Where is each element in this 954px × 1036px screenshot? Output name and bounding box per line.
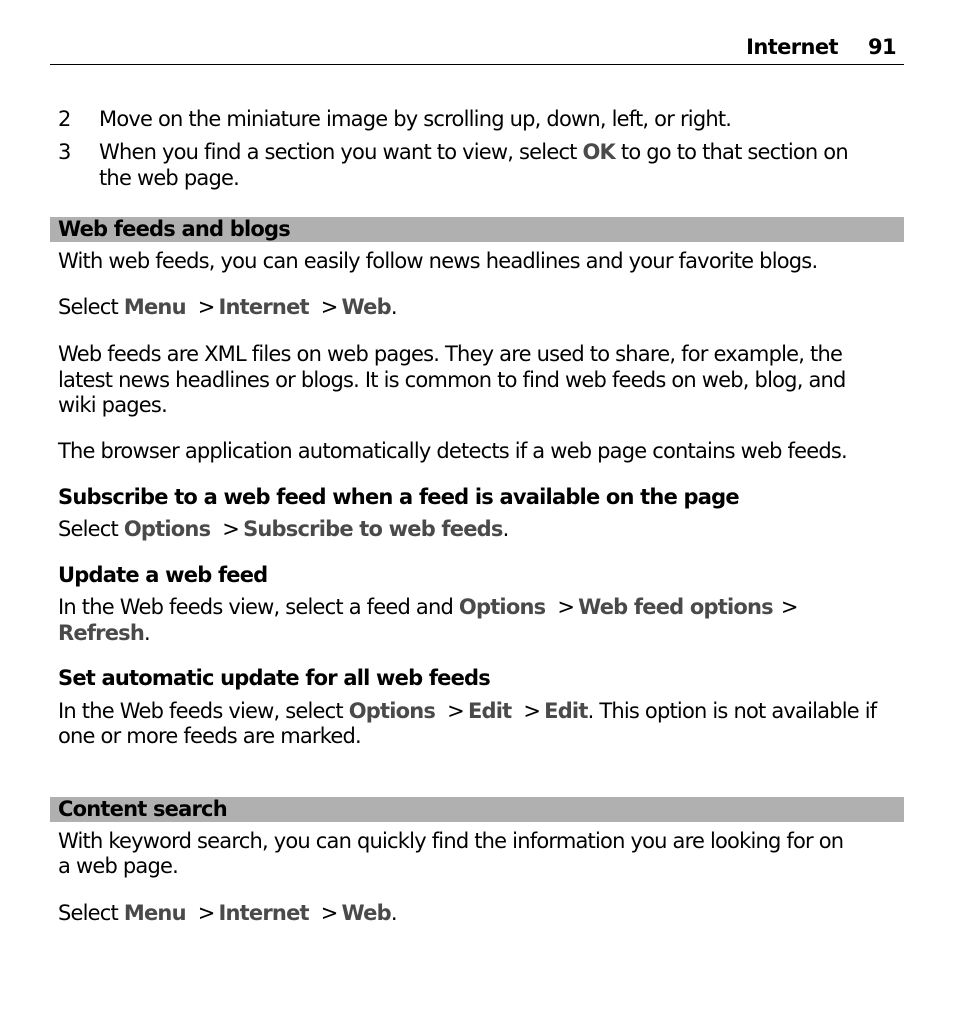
menu-command: Menu	[123, 295, 186, 319]
web-command: Web	[341, 295, 391, 319]
options-command: Options	[458, 595, 546, 619]
ok-command: OK	[582, 140, 616, 164]
web-command: Web	[341, 901, 391, 925]
web-feeds-description-line: wiki pages.	[58, 393, 167, 417]
content-search-select-path: Select Menu > Internet > Web.	[58, 901, 397, 925]
content-search-intro-line: a web page.	[58, 854, 178, 878]
header-rule	[50, 64, 904, 65]
web-feeds-description-line: Web feeds are XML files on web pages. They are used to share, for example, the	[58, 342, 843, 366]
menu-command: Menu	[123, 901, 186, 925]
edit-command: Edit	[544, 699, 588, 723]
update-instruction: In the Web feeds view, select a feed and Options > Web feed options >	[58, 595, 798, 619]
section-heading-content-search: Content search	[58, 797, 227, 821]
page-number: 91	[867, 35, 896, 59]
content-search-intro-line: With keyword search, you can quickly find the information you are looking for on	[58, 829, 844, 853]
options-command: Options	[348, 699, 436, 723]
step-number: 3	[58, 140, 71, 164]
web-feeds-description-line: latest news headlines or blogs. It is common to find web feeds on web, blog, and	[58, 368, 846, 392]
section-name: Internet	[746, 35, 838, 59]
web-feeds-select-path: Select Menu > Internet > Web.	[58, 295, 397, 319]
running-header	[746, 34, 896, 60]
subscribe-command: Subscribe to web feeds	[243, 517, 503, 541]
step-number: 2	[58, 107, 71, 131]
subheading-update: Update a web feed	[58, 563, 268, 587]
step-text: Move on the miniature image by scrolling up, down, left, or right.	[99, 107, 732, 131]
web-feeds-intro: With web feeds, you can easily follow news headlines and your favorite blogs.	[58, 249, 818, 273]
subheading-subscribe: Subscribe to a web feed when a feed is available on the page	[58, 485, 739, 509]
subscribe-instruction: Select Options > Subscribe to web feeds.	[58, 517, 509, 541]
step-text-continued: the web page.	[99, 166, 239, 190]
subheading-auto-update: Set automatic update for all web feeds	[58, 666, 490, 690]
options-command: Options	[123, 517, 211, 541]
refresh-command: Refresh	[58, 621, 144, 645]
section-heading-web-feeds: Web feeds and blogs	[58, 217, 290, 241]
auto-update-instruction: In the Web feeds view, select Options > Edit > Edit. This option is not available if	[58, 699, 877, 723]
auto-detect-text: The browser application automatically detects if a web page contains web feeds.	[58, 439, 847, 463]
update-instruction-continued: Refresh.	[58, 621, 150, 645]
internet-command: Internet	[218, 295, 309, 319]
web-feed-options-command: Web feed options	[578, 595, 773, 619]
auto-update-instruction-continued: one or more feeds are marked.	[58, 724, 361, 748]
step-text: When you find a section you want to view, select OK to go to that section on	[99, 140, 848, 164]
edit-command: Edit	[467, 699, 512, 723]
internet-command: Internet	[218, 901, 309, 925]
